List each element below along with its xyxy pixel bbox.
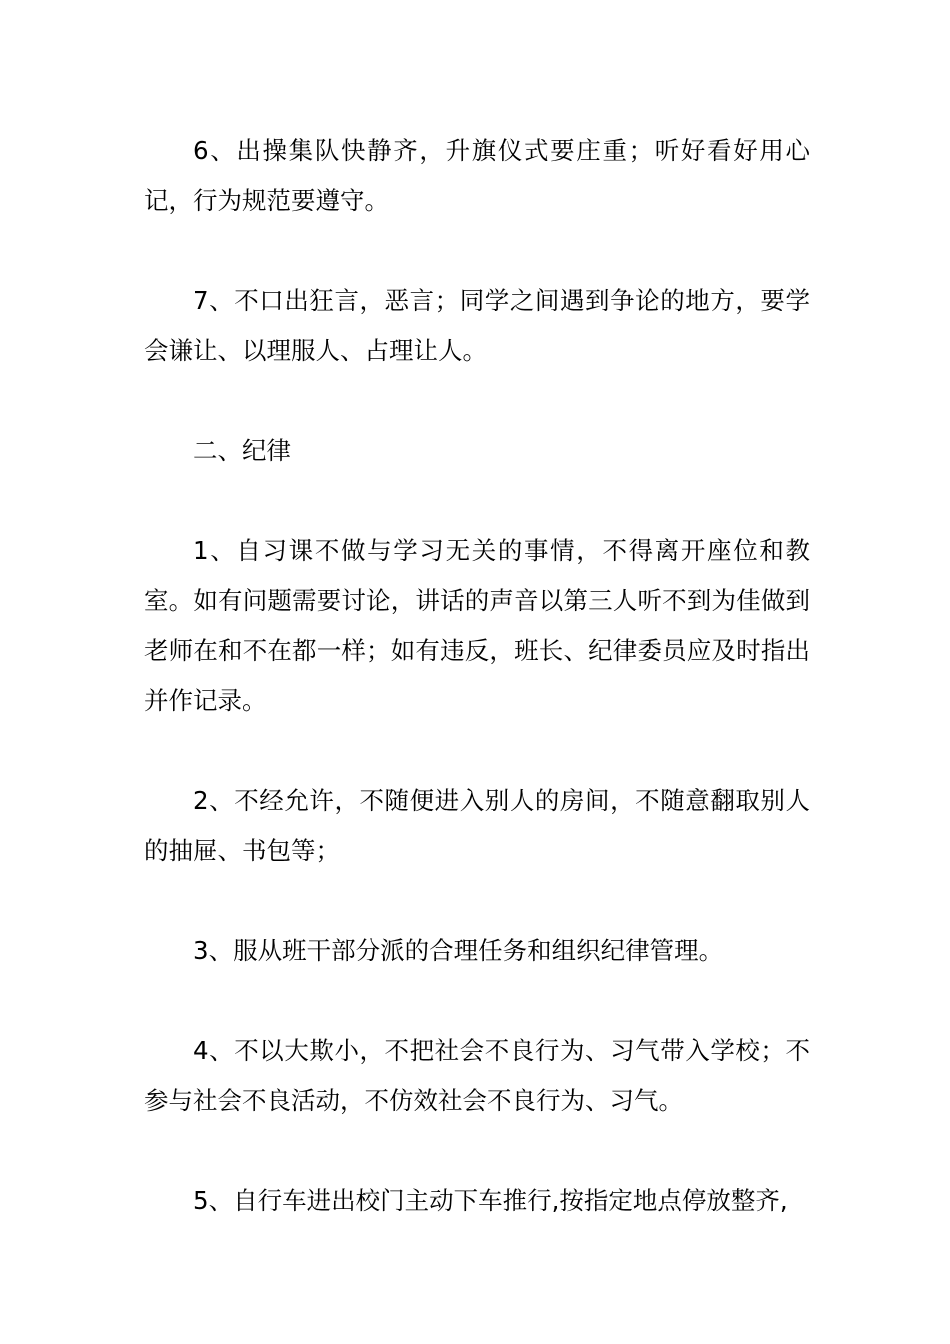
section-heading-discipline: 二、纪律: [193, 436, 291, 465]
paragraph-item-6: 6、出操集队快静齐，升旗仪式要庄重；听好看好用心记，行为规范要遵守。: [144, 136, 810, 215]
discipline-item-5: 5、自行车进出校门主动下车推行,按指定地点停放整齐,: [193, 1186, 788, 1215]
document-body: [144, 126, 810, 1276]
paragraph-item-7: 7、不口出狂言，恶言；同学之间遇到争论的地方，要学会谦让、以理服人、占理让人。: [144, 286, 810, 365]
discipline-item-4: 4、不以大欺小，不把社会不良行为、习气带入学校；不参与社会不良活动，不仿效社会不良行为、习气。: [144, 1036, 810, 1115]
discipline-item-2: 2、不经允许，不随便进入别人的房间，不随意翻取别人的抽屉、书包等；: [144, 786, 810, 865]
discipline-item-3: 3、服从班干部分派的合理任务和组织纪律管理。: [193, 936, 724, 965]
discipline-item-1: 1、自习课不做与学习无关的事情，不得离开座位和教室。如有问题需要讨论，讲话的声音以第三人听不到为佳做到老师在和不在都一样；如有违反，班长、纪律委员应及时指出并作记录。: [144, 536, 810, 715]
